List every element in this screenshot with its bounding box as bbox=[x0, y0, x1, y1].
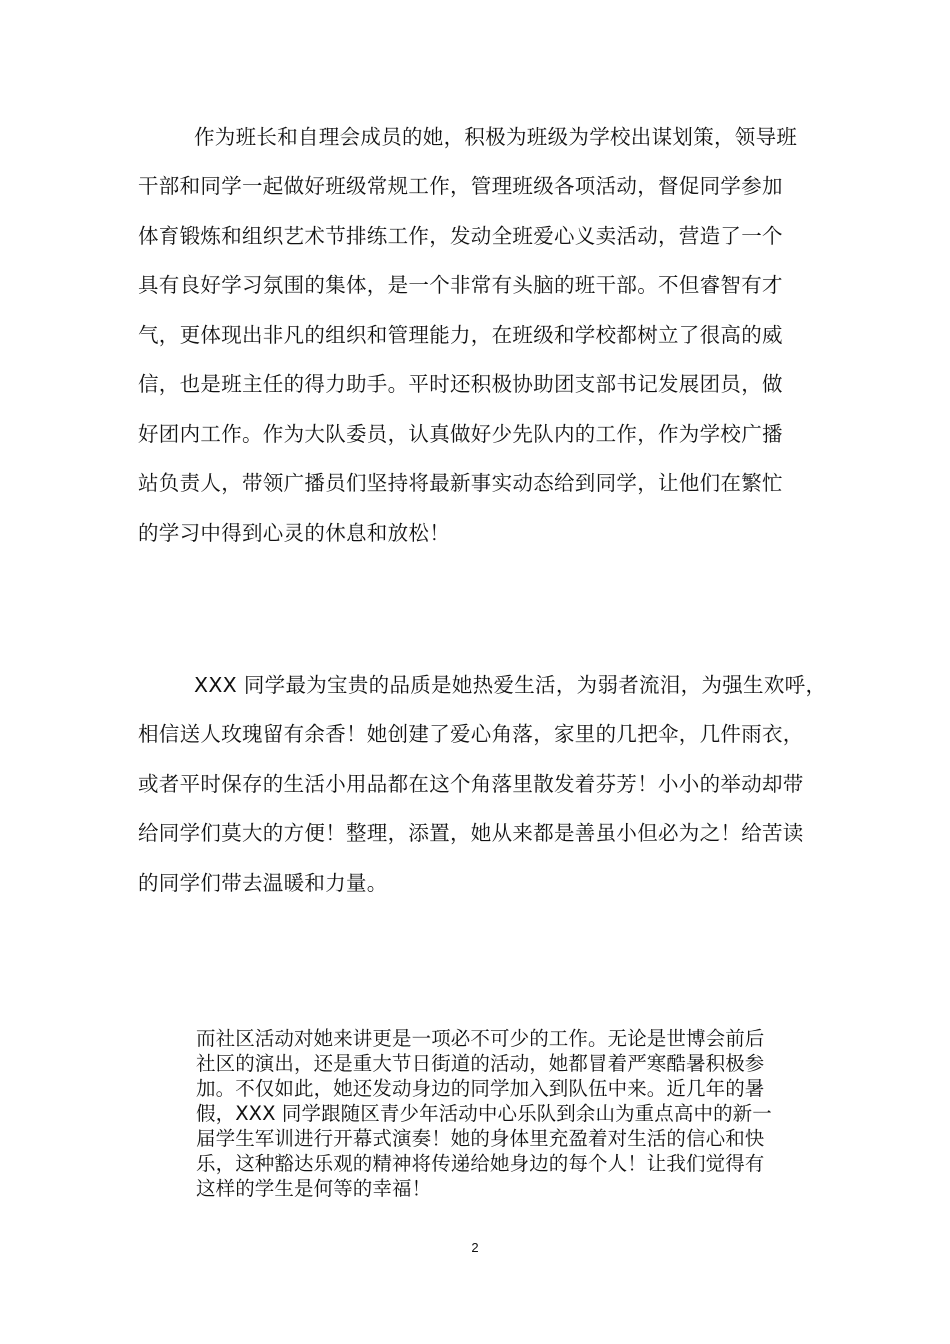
text-line: 相信送人玫瑰留有余香！她创建了爱心角落，家里的几把伞，几件雨衣， bbox=[138, 722, 804, 746]
text-line: XXX 同学最为宝贵的品质是她热爱生活，为弱者流泪，为强生欢呼， bbox=[194, 673, 827, 697]
text-line: 乐，这种豁达乐观的精神将传递给她身边的每个人！让我们觉得有 bbox=[196, 1152, 765, 1175]
text-line: 加。不仅如此，她还发动身边的同学加入到队伍中来。近几年的暑 bbox=[196, 1077, 765, 1100]
text-line: 这样的学生是何等的幸福！ bbox=[196, 1177, 432, 1200]
text-line: 而社区活动对她来讲更是一项必不可少的工作。无论是世博会前后 bbox=[196, 1027, 765, 1050]
text-line: 站负责人，带领广播员们坚持将最新事实动态给到同学，让他们在繁忙 bbox=[138, 471, 783, 495]
text-line: 气，更体现出非凡的组织和管理能力，在班级和学校都树立了很高的威 bbox=[138, 323, 783, 347]
text-line: 给同学们莫大的方便！整理，添置，她从来都是善虽小但必为之！给苦读 bbox=[138, 821, 804, 845]
text-line: 的同学们带去温暖和力量。 bbox=[138, 871, 388, 895]
text-line: 干部和同学一起做好班级常规工作，管理班级各项活动，督促同学参加 bbox=[138, 174, 783, 198]
text-line: 或者平时保存的生活小用品都在这个角落里散发着芬芳！小小的举动却带 bbox=[138, 772, 804, 796]
text-line: 假，XXX 同学跟随区青少年活动中心乐队到余山为重点高中的新一 bbox=[196, 1102, 772, 1125]
page-number: 2 bbox=[471, 1240, 479, 1255]
text-line: 好团内工作。作为大队委员，认真做好少先队内的工作，作为学校广播 bbox=[138, 422, 783, 446]
text-line: 具有良好学习氛围的集体，是一个非常有头脑的班干部。不但睿智有才 bbox=[138, 273, 783, 297]
text-line: 作为班长和自理会成员的她，积极为班级为学校出谋划策，领导班 bbox=[194, 125, 798, 149]
text-line: 届学生军训进行开幕式演奏！她的身体里充盈着对生活的信心和快 bbox=[196, 1127, 765, 1150]
text-line: 的学习中得到心灵的休息和放松！ bbox=[138, 521, 450, 545]
text-line: 社区的演出，还是重大节日街道的活动，她都冒着严寒酷暑积极参 bbox=[196, 1052, 765, 1075]
text-line: 信，也是班主任的得力助手。平时还积极协助团支部书记发展团员，做 bbox=[138, 372, 783, 396]
text-line: 体育锻炼和组织艺术节排练工作，发动全班爱心义卖活动，营造了一个 bbox=[138, 224, 783, 248]
